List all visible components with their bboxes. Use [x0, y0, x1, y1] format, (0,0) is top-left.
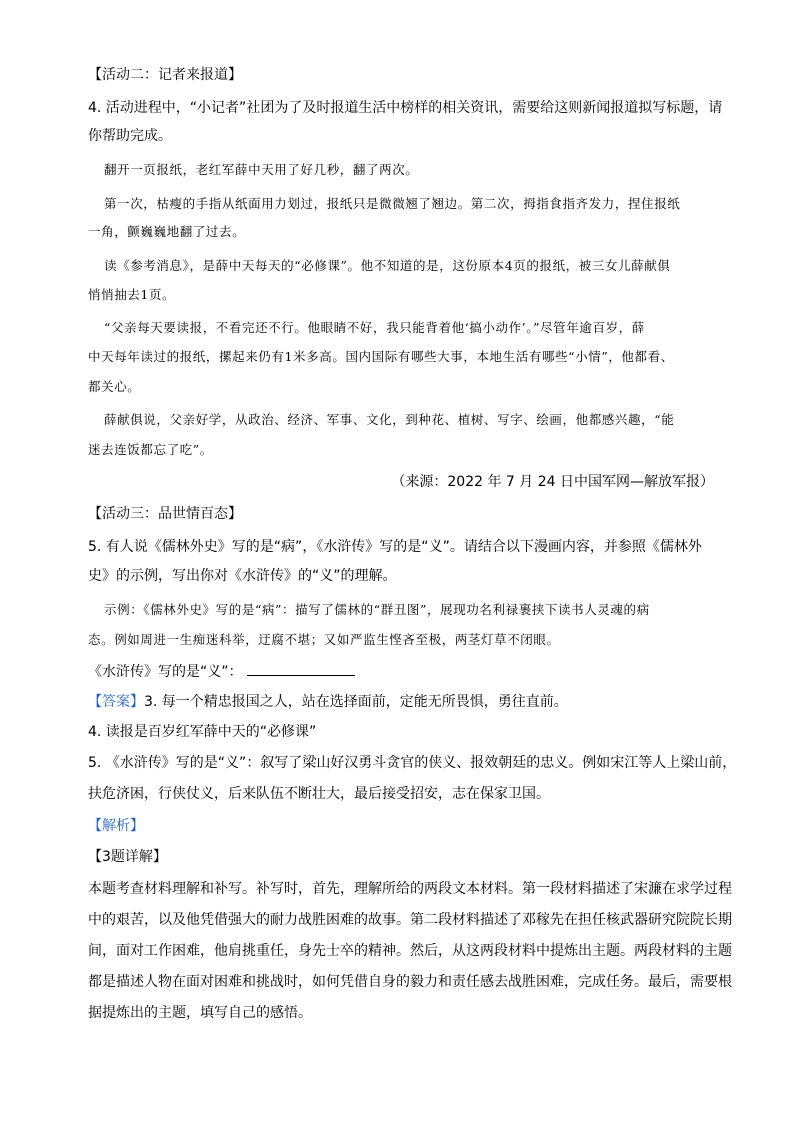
article-paragraph-4-line-1: “父亲每天要读报，不看完还不行。他眼睛不好，我只能背着他‘搞小动作’。”尽管年逾百岁，薛: [104, 320, 645, 335]
article-paragraph-4-line-3: 都关心。: [88, 379, 141, 394]
detail-heading: 【3题详解】: [88, 849, 167, 865]
analysis-line-1: 本题考查材料理解和补写。补写时，首先，理解所给的两段文本材料。第一段材料描述了宋濂在求学过程: [88, 881, 732, 897]
activity2-heading: 【活动二：记者来报道】: [88, 67, 242, 83]
analysis-line-5: 据提炼出的主题，填写自己的感悟。: [88, 1005, 312, 1021]
article-source: （来源：2022 年 7 月 24 日中国军网—解放军报）: [391, 474, 714, 490]
example-line-1: 示例：《儒林外史》写的是“病”：描写了儒林的“群丑图”，展现功名利禄裹挟下读书人灵魂的病: [104, 602, 650, 617]
article-paragraph-3-line-2: 悄悄抽去1页。: [88, 287, 176, 302]
fill-in-row: [88, 661, 355, 682]
article-paragraph-2-line-1: 第一次，枯瘦的手指从纸面用力划过，报纸只是微微翘了翘边。第二次，拇指食指齐发力，捏住报纸: [104, 196, 681, 211]
analysis-line-2: 中的艰苦，以及他凭借强大的耐力战胜困难的故事。第二段材料描述了邓稼先在担任核武器研究院院长期: [88, 912, 732, 928]
fill-in-label: 《水浒传》写的是“义”：: [88, 664, 243, 680]
article-paragraph-5-line-2: 迷去连饭都忘了吃”。: [88, 442, 213, 457]
answer-5-line-2: 扶危济困，行侠仗义，后来队伍不断壮大，最后接受招安，志在保家卫国。: [88, 786, 550, 802]
answer-blank[interactable]: [247, 661, 355, 676]
article-paragraph-2-line-2: 一角，颤巍巍地翻了过去。: [88, 224, 246, 239]
question-5-line-2: 史》的示例，写出你对《水浒传》的“义”的理解。: [88, 568, 397, 584]
question-4-line-2: 你帮助完成。: [88, 128, 172, 144]
answer-tag: 【答案】: [88, 694, 144, 710]
article-paragraph-3-line-1: 读《参考消息》，是薛中天每天的“必修课”。他不知道的是，这份原本4页的报纸，被三女儿薛献俱: [104, 258, 671, 273]
answer-3: 3. 每一个精忠报国之人，站在选择面前，定能无所畏惧，勇往直前。: [144, 694, 568, 710]
analysis-line-3: 间，面对工作困难，他肩挑重任，身先士卒的精神。然后，从这两段材料中提炼出主题。两段材料的主题: [88, 943, 732, 959]
answer-4: 4. 读报是百岁红军薛中天的“必修课”: [88, 724, 317, 740]
activity3-heading: 【活动三：品世情百态】: [88, 506, 242, 522]
answer-3-row: [88, 692, 568, 712]
analysis-line-4: 都是描述人物在面对困难和挑战时，如何凭借自身的毅力和责任感去战胜困难，完成任务。最后，需要根: [88, 974, 732, 990]
example-line-2: 态。例如周进一生痴迷科举，迂腐不堪；又如严监生悭吝至极，两茎灯草不闭眼。: [88, 632, 560, 647]
analysis-tag: 【解析】: [88, 818, 144, 834]
answer-5-line-1: 5. 《水浒传》写的是“义”：叙写了梁山好汉勇斗贪官的侠义、报效朝廷的忠义。例如宋江等人上梁山前，: [88, 755, 737, 771]
question-5-line-1: 5. 有人说《儒林外史》写的是“病”，《水浒传》写的是“义”。请结合以下漫画内容，并参照《儒林外: [88, 539, 702, 555]
article-paragraph-1: 翻开一页报纸，老红军薛中天用了好几秒，翻了两次。: [104, 162, 419, 177]
article-paragraph-4-line-2: 中天每年读过的报纸，摞起来仍有1米多高。国内国际有哪些大事，本地生活有哪些“小情”，他都看、: [88, 349, 674, 364]
question-4-line-1: 4. 活动进程中，“小记者”社团为了及时报道生活中榜样的相关资讯，需要给这则新闻报道拟写标题，请: [88, 100, 723, 116]
article-paragraph-5-line-1: 薛献俱说，父亲好学，从政治、经济、军事、文化，到种花、植树、写字、绘画，他都感兴趣，“能: [104, 412, 675, 427]
